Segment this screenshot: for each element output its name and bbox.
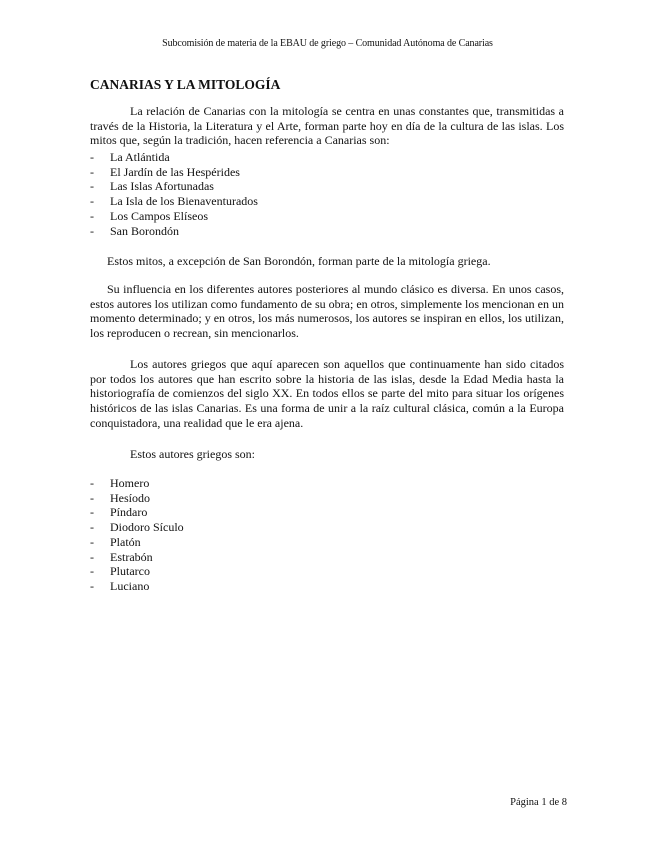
page-title: CANARIAS Y LA MITOLOGÍA xyxy=(90,77,281,92)
list-dash: - xyxy=(90,164,94,179)
list-dash: - xyxy=(90,520,94,535)
list-item: - Los Campos Elíseos xyxy=(90,208,208,223)
list-item: - Hesíodo xyxy=(90,490,150,505)
list-item: - San Borondón xyxy=(90,223,179,238)
list-dash: - xyxy=(90,549,94,564)
list-dash: - xyxy=(90,564,94,579)
list-item: - Homero xyxy=(90,476,150,490)
list-dash: - xyxy=(90,223,94,238)
list-item: - Plutarco xyxy=(90,564,150,579)
intro-paragraph: La relación de Canarias con la mitología se centra en unas constantes que, transmitidas a través de la Historia, la Literatura y el Arte, forman parte hoy en día de la cultura de las islas. Los mitos que, según la tradición, hacen referencia a Canarias son: xyxy=(90,104,564,148)
authors-intro: Estos autores griegos son: xyxy=(130,447,255,461)
page-number: Página 1 de 8 xyxy=(510,797,567,808)
list-dash: - xyxy=(90,179,94,194)
list-item: - Las Islas Afortunadas xyxy=(90,179,214,194)
list-dash: - xyxy=(90,150,94,164)
greek-mythology-paragraph: Estos mitos, a excepción de San Borondón, forman parte de la mitología griega. xyxy=(107,254,491,268)
influence-paragraph: Su influencia en los diferentes autores posteriores al mundo clásico es diversa. En unos casos, estos autores los utilizan como fundamento de su obra; en otros, simplemente los mencionan en un momento determinado; y en otros, los más numerosos, los autores se inspiran en ellos, los utilizan, los reproducen o recrean, sin mencionarlos. xyxy=(90,282,564,341)
list-item: - Píndaro xyxy=(90,505,148,520)
list-dash: - xyxy=(90,578,94,593)
list-dash: - xyxy=(90,490,94,505)
list-dash: - xyxy=(90,194,94,209)
list-item: - Estrabón xyxy=(90,549,153,564)
list-item: - El Jardín de las Hespérides xyxy=(90,164,240,179)
list-item: - Diodoro Sículo xyxy=(90,520,184,535)
myths-list xyxy=(90,150,258,238)
authors-paragraph: Los autores griegos que aquí aparecen son aquellos que continuamente han sido citados por todos los autores que han escrito sobre la historia de las islas, desde la Edad Media hasta la historiografía de comienzos del siglo XX. En todos ellos se parte del mito para situar los orígenes históricos de las islas Canarias. Es una forma de unir a la raíz cultural clásica, común a la Europa conquistadora, una realidad que le era ajena. xyxy=(90,357,564,430)
page-header: Subcomisión de materia de la EBAU de griego – Comunidad Autónoma de Canarias xyxy=(162,38,493,49)
list-dash: - xyxy=(90,208,94,223)
list-dash: - xyxy=(90,505,94,520)
list-item: - Luciano xyxy=(90,578,150,593)
list-item: - Platón xyxy=(90,534,141,549)
list-dash: - xyxy=(90,534,94,549)
list-item: - La Isla de los Bienaventurados xyxy=(90,194,258,209)
list-item: - La Atlántida xyxy=(90,150,170,164)
list-dash: - xyxy=(90,476,94,490)
authors-list xyxy=(90,476,184,594)
